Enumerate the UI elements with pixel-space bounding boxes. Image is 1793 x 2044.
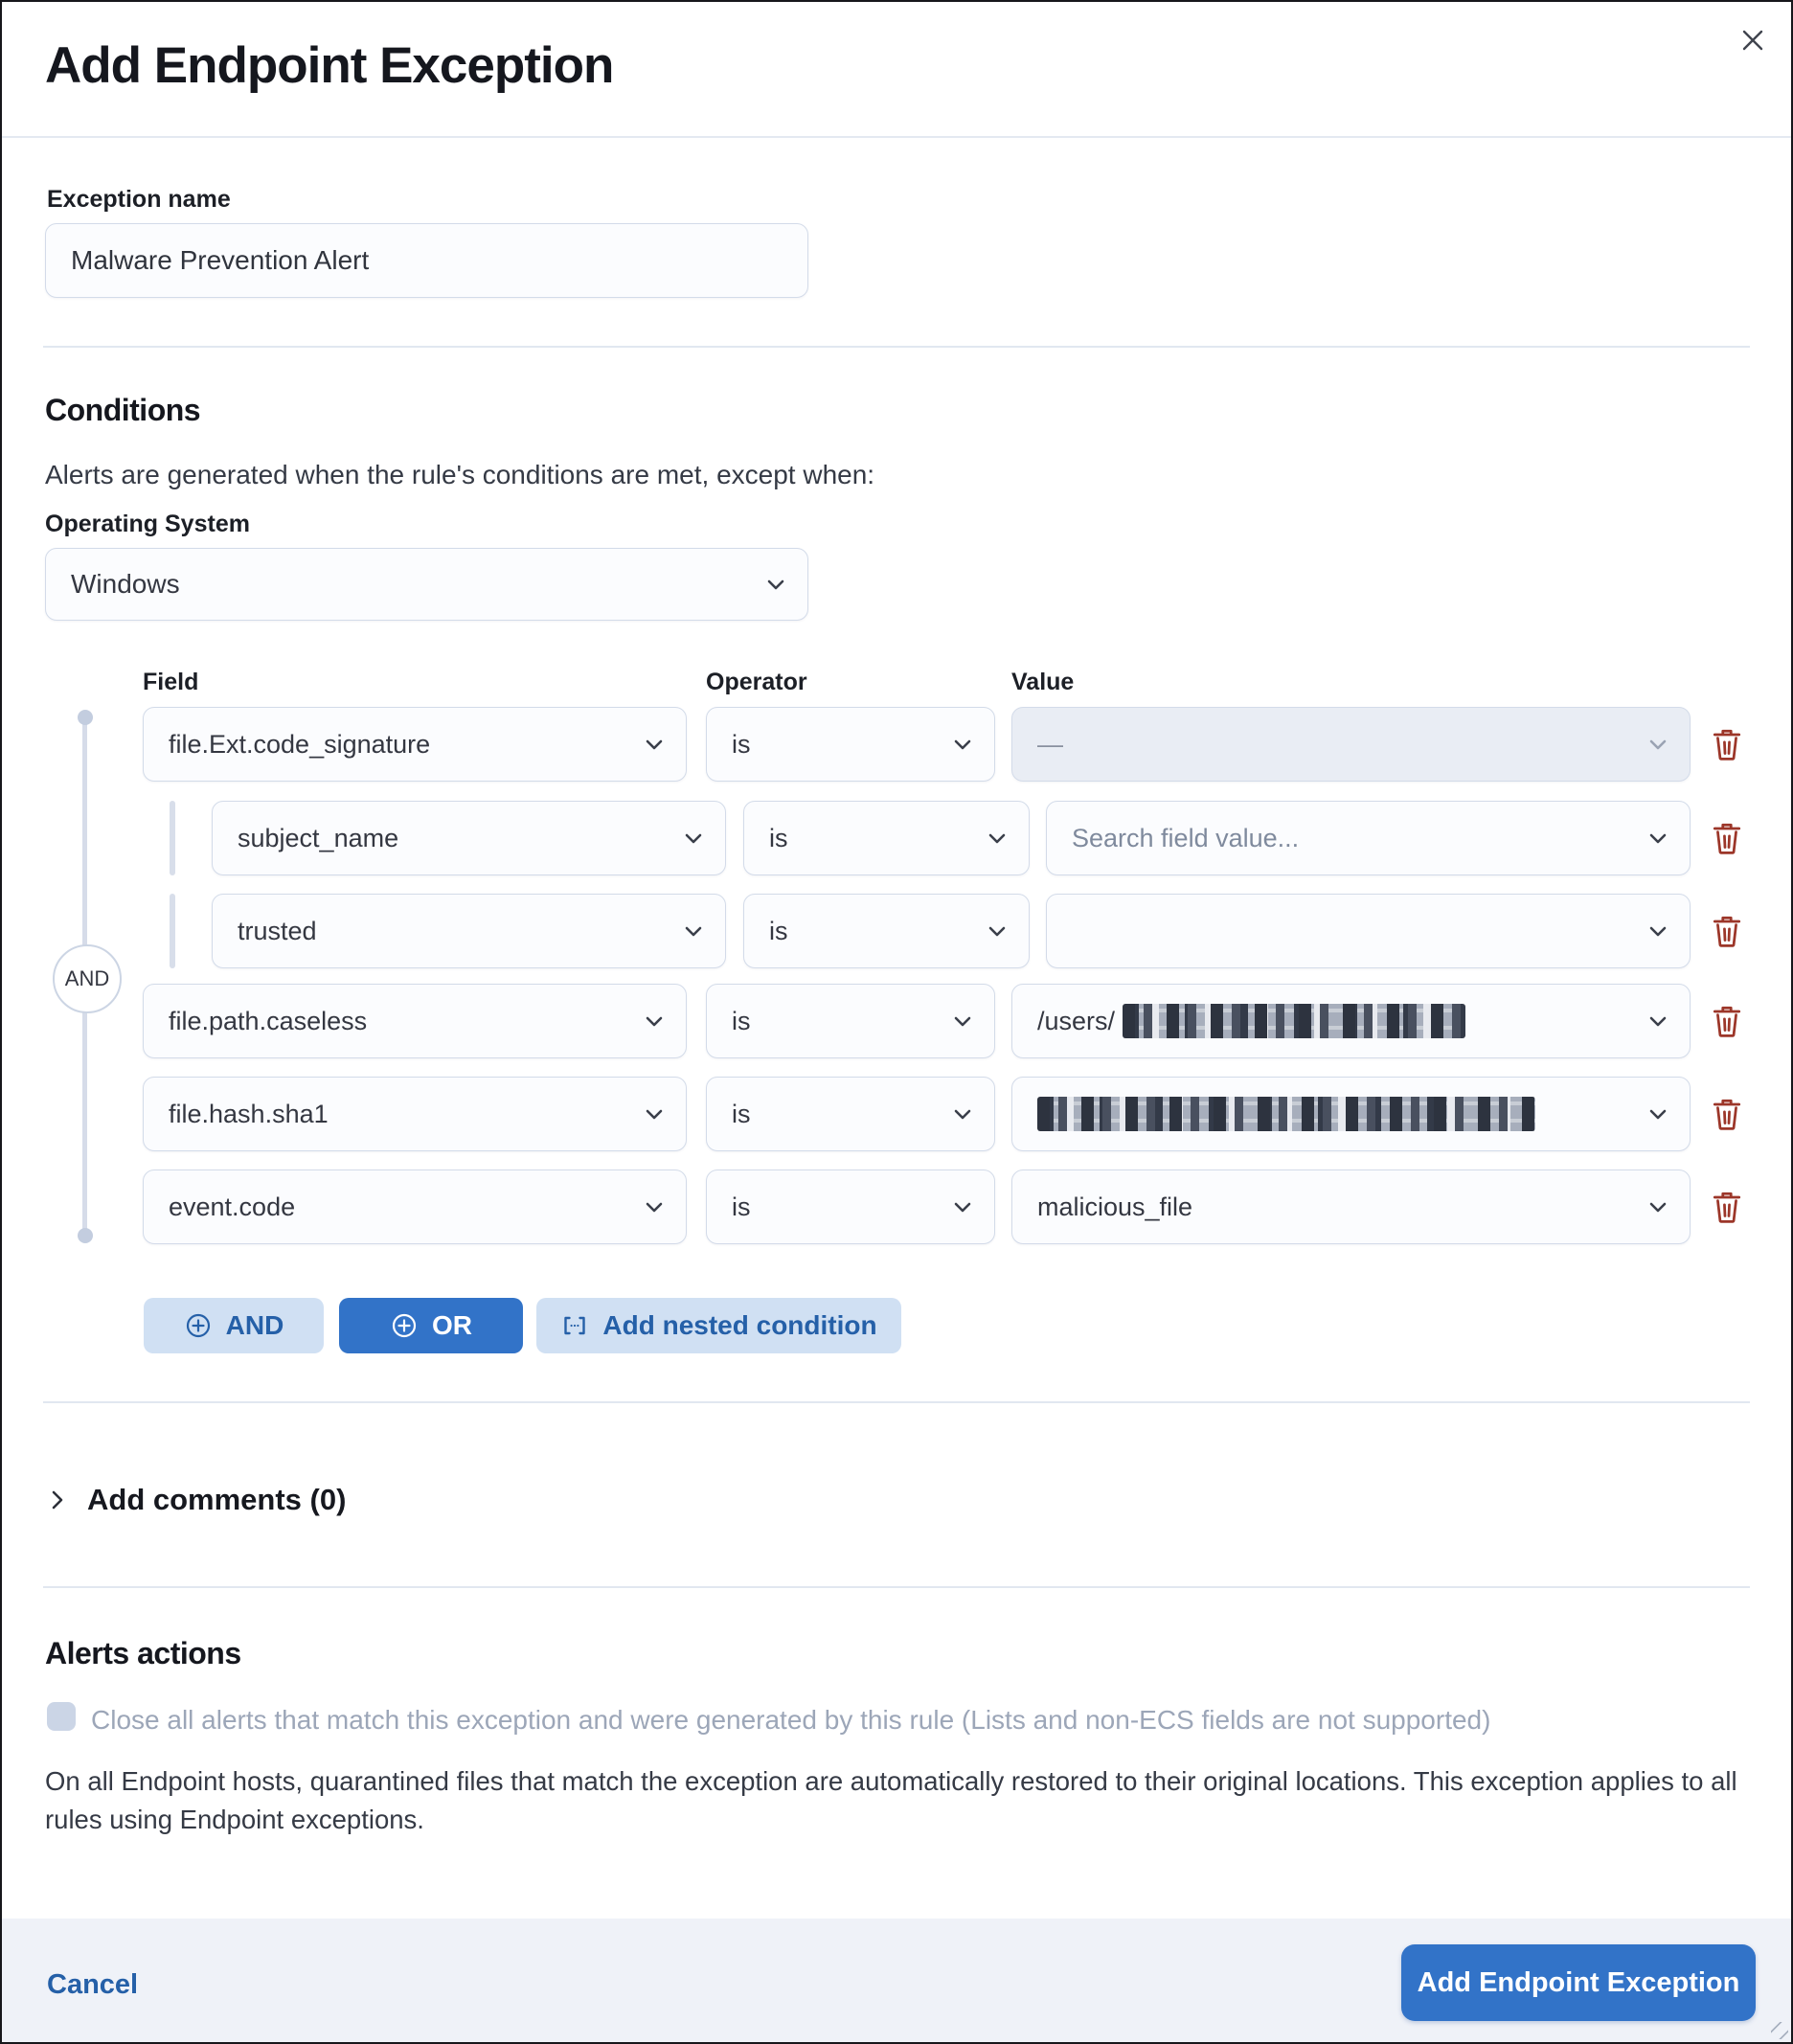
section-divider [43, 1401, 1750, 1403]
condition-operator-select[interactable] [706, 1170, 995, 1244]
add-or-label: OR [432, 1310, 472, 1340]
chevron-down-icon [1644, 730, 1672, 759]
condition-operator-select[interactable] [743, 894, 1030, 968]
condition-operator-value: is [732, 1099, 751, 1128]
add-comments-label: Add comments (0) [87, 1483, 347, 1516]
and-badge-label: AND [64, 966, 110, 990]
page-title: Add Endpoint Exception [45, 37, 614, 94]
condition-operator-value: is [769, 823, 788, 852]
exception-name-label: Exception name [47, 186, 231, 213]
add-endpoint-exception-label: Add Endpoint Exception [1417, 1966, 1740, 1998]
section-divider [43, 1586, 1750, 1588]
add-or-button[interactable] [339, 1298, 523, 1353]
condition-field-value: event.code [169, 1192, 296, 1221]
delete-condition-button[interactable] [1706, 816, 1748, 860]
condition-field-select[interactable] [212, 801, 726, 875]
condition-operator-select[interactable] [706, 1077, 995, 1151]
and-connector-dot-bottom [78, 1228, 93, 1243]
resize-grip[interactable] [1771, 2022, 1788, 2039]
trash-icon [1711, 1190, 1743, 1224]
operator-column-label: Operator [706, 669, 807, 695]
chevron-down-icon [1644, 824, 1672, 852]
close-alerts-checkbox [47, 1702, 76, 1731]
condition-field-value: file.Ext.code_signature [169, 729, 431, 759]
nested-indent-bar [170, 801, 175, 875]
and-badge [53, 944, 122, 1013]
chevron-down-icon [983, 917, 1011, 945]
trash-icon [1711, 914, 1743, 948]
add-nested-condition-label: Add nested condition [602, 1310, 877, 1340]
condition-value-select[interactable] [1011, 1170, 1691, 1244]
condition-field-select[interactable] [143, 1077, 687, 1151]
condition-field-select[interactable] [143, 984, 687, 1058]
condition-field-select[interactable] [143, 707, 687, 782]
add-and-button[interactable] [144, 1298, 324, 1353]
trash-icon [1711, 1004, 1743, 1038]
plus-circle-icon [390, 1311, 419, 1340]
condition-value-empty: — [1037, 729, 1063, 759]
delete-condition-button[interactable] [1706, 909, 1748, 953]
condition-field-select[interactable] [212, 894, 726, 968]
chevron-down-icon [1644, 1192, 1672, 1221]
header-divider [0, 136, 1793, 138]
redacted-value [1123, 1004, 1465, 1038]
chevron-down-icon [640, 1100, 669, 1128]
chevron-down-icon [948, 730, 977, 759]
condition-value-text: /users/ [1037, 1006, 1116, 1035]
conditions-description: Alerts are generated when the rule's conditions are met, except when: [45, 460, 875, 489]
chevron-down-icon [679, 824, 708, 852]
chevron-down-icon [983, 824, 1011, 852]
condition-value-select-disabled [1011, 707, 1691, 782]
condition-value-select[interactable] [1011, 984, 1691, 1058]
add-comments-accordion[interactable] [43, 1471, 905, 1529]
condition-value-placeholder: Search field value... [1072, 823, 1300, 852]
condition-operator-select[interactable] [706, 984, 995, 1058]
conditions-heading: Conditions [45, 393, 201, 427]
trash-icon [1711, 1097, 1743, 1131]
chevron-down-icon [640, 730, 669, 759]
condition-operator-select[interactable] [743, 801, 1030, 875]
and-connector-dot-top [78, 710, 93, 725]
value-column-label: Value [1011, 669, 1075, 695]
condition-value-select[interactable] [1011, 1077, 1691, 1151]
condition-field-value: file.path.caseless [169, 1006, 368, 1035]
close-alerts-checkbox-label: Close all alerts that match this exception and were generated by this rule (Lists and non-ECS fields are not supported) [91, 1705, 1491, 1735]
redacted-value [1037, 1097, 1535, 1131]
chevron-down-icon [948, 1192, 977, 1221]
close-icon [1738, 26, 1767, 55]
condition-field-value: subject_name [238, 823, 399, 852]
add-and-label: AND [225, 1310, 284, 1340]
alerts-actions-heading: Alerts actions [45, 1636, 241, 1670]
condition-operator-value: is [732, 1006, 751, 1035]
condition-field-select[interactable] [143, 1170, 687, 1244]
alerts-actions-description: On all Endpoint hosts, quarantined files that match the exception are automatically restored to their original locations. This exception applies to all rules using Endpoint exceptions. [45, 1766, 1737, 1834]
condition-value-select[interactable] [1046, 894, 1691, 968]
chevron-down-icon [948, 1007, 977, 1035]
trash-icon [1711, 821, 1743, 855]
nested-condition-icon [560, 1311, 589, 1340]
nested-indent-bar [170, 894, 175, 968]
delete-condition-button[interactable] [1706, 1185, 1748, 1229]
section-divider [43, 346, 1750, 348]
condition-field-value: trusted [238, 916, 317, 945]
close-button[interactable] [1730, 17, 1776, 63]
condition-operator-select[interactable] [706, 707, 995, 782]
os-select[interactable] [45, 548, 808, 621]
trash-icon [1711, 727, 1743, 761]
chevron-down-icon [679, 917, 708, 945]
cancel-button[interactable]: Cancel [47, 1969, 139, 2000]
os-select-value: Windows [71, 569, 180, 599]
delete-condition-button[interactable] [1706, 1092, 1748, 1136]
plus-circle-icon [184, 1311, 213, 1340]
condition-value-select[interactable] [1046, 801, 1691, 875]
condition-operator-value: is [769, 916, 788, 945]
add-endpoint-exception-button[interactable] [1401, 1944, 1756, 2021]
condition-field-value: file.hash.sha1 [169, 1099, 329, 1128]
exception-name-input[interactable] [45, 223, 808, 298]
chevron-down-icon [948, 1100, 977, 1128]
chevron-down-icon [1644, 917, 1672, 945]
field-column-label: Field [143, 669, 199, 695]
chevron-down-icon [640, 1007, 669, 1035]
condition-operator-value: is [732, 1192, 751, 1221]
chevron-down-icon [640, 1192, 669, 1221]
chevron-down-icon [1644, 1100, 1672, 1128]
condition-operator-value: is [732, 729, 751, 759]
add-nested-condition-button[interactable] [536, 1298, 901, 1353]
chevron-down-icon [761, 570, 790, 599]
condition-value-text: malicious_file [1037, 1192, 1193, 1221]
chevron-right-icon [43, 1486, 72, 1514]
os-label: Operating System [45, 511, 250, 537]
delete-condition-button[interactable] [1706, 999, 1748, 1043]
delete-condition-button[interactable] [1706, 722, 1748, 766]
chevron-down-icon [1644, 1007, 1672, 1035]
